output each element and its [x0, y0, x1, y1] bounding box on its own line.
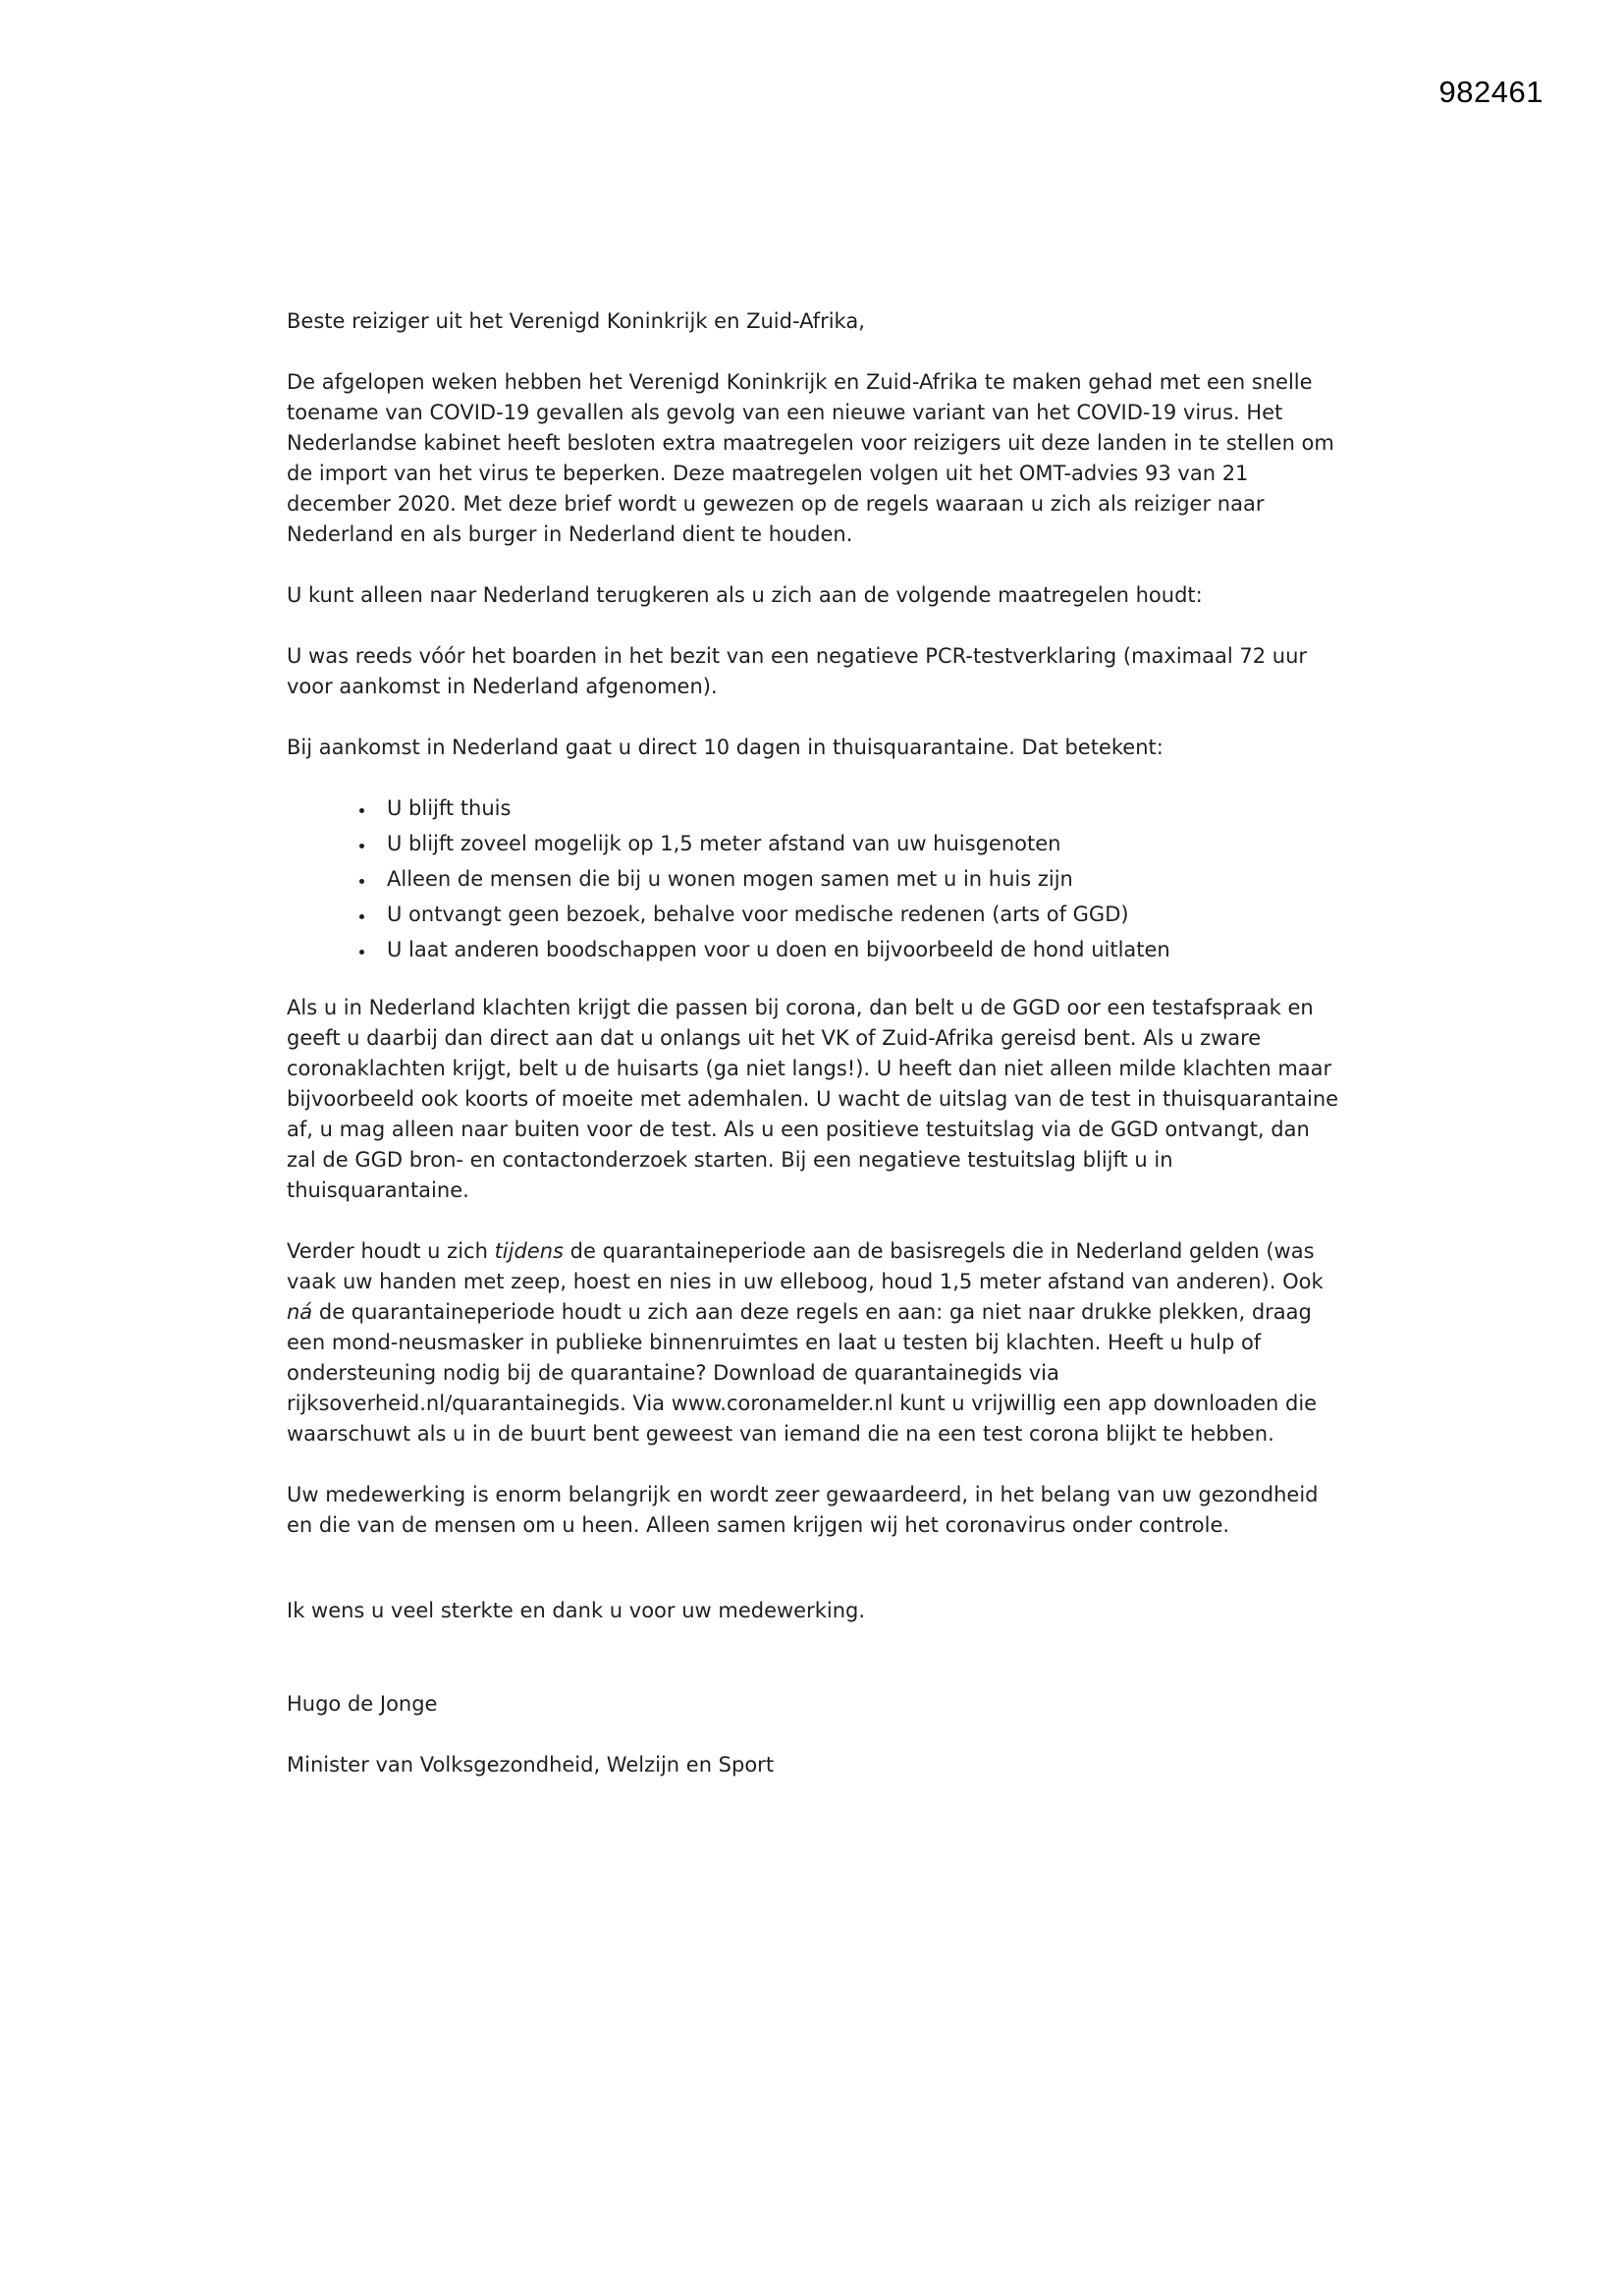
italic-word: ná: [287, 1300, 313, 1324]
paragraph-symptoms: Als u in Nederland klachten krijgt die passen bij corona, dan belt u de GGD oor een testafspraak en geeft u daarbij dan direct aan dat u onlangs uit het VK of Zuid-Afrika gereisd bent. Als u zware coronaklachten krijgt, belt u de huisarts (ga niet langs!). U heeft dan niet alleen milde klachten maar bijvoorbeeld ook koorts of moeite met ademhalen. U wacht de uitslag van de test in thuisquarantaine af, u mag alleen naar buiten voor de test. Als u een positieve testuitslag via de GGD ontvangt, dan zal de GGD bron- en contactonderzoek starten. Bij een negatieve testuitslag blijft u in thuisquarantaine.: [287, 996, 1339, 1202]
paragraph-intro: De afgelopen weken hebben het Verenigd Koninkrijk en Zuid-Afrika te maken gehad met een snelle toename van COVID-19 gevallen als gevolg van een nieuwe variant van het COVID-19 virus. Het Nederlandse kabinet heeft besloten extra maatregelen voor reizigers uit deze landen in te stellen om de import van het virus te beperken. Deze maatregelen volgen uit het OMT-advies 93 van 21 december 2020. Met deze brief wordt u gewezen op de regels waaraan u zich als reiziger naar Nederland en als burger in Nederland dient te houden.: [287, 370, 1334, 546]
list-item: • U ontvangt geen bezoek, behalve voor medische redenen (arts of GGD): [375, 900, 1345, 930]
signature-name: Hugo de Jonge: [287, 1692, 438, 1716]
text-segment: Verder houdt u zich: [287, 1239, 495, 1263]
letter-content: [287, 306, 1345, 1811]
paragraph-cooperation: Uw medewerking is enorm belangrijk en wordt zeer gewaardeerd, in het belang van uw gezondheid en die van de mensen om u heen. Alleen samen krijgen wij het coronavirus onder controle.: [287, 1483, 1319, 1537]
signature-title: Minister van Volksgezondheid, Welzijn en Sport: [287, 1753, 775, 1777]
list-item: • U blijft thuis: [375, 793, 1345, 824]
paragraph-closing: Ik wens u veel sterkte en dank u voor uw medewerking.: [287, 1599, 866, 1622]
list-item: • U blijft zoveel mogelijk op 1,5 meter afstand van uw huisgenoten: [375, 829, 1345, 859]
text-segment: de quarantaineperiode aan de basisregels die in Nederland gelden (was vaak uw handen met zeep, hoest en nies in uw elleboog, houd 1,5 meter afstand van anderen). Ook: [287, 1239, 1324, 1293]
salutation: Beste reiziger uit het Verenigd Koninkrijk en Zuid-Afrika,: [287, 309, 865, 333]
paragraph-return-condition: U kunt alleen naar Nederland terugkeren als u zich aan de volgende maatregelen houdt:: [287, 583, 1203, 607]
paragraph-quarantine-rules: [287, 1236, 1345, 1449]
quarantine-rules-list: [287, 793, 1345, 965]
text-segment: de quarantaineperiode houdt u zich aan deze regels en aan: ga niet naar drukke plekken, draag een mond-neusmasker in publieke binnenruimtes en laat u testen bij klachten. Heeft u hulp of ondersteuning nodig bij de quarantaine? Download de quarantainegids via rijksoverheid.nl/quarantainegids. Via www.coronamelder.nl kunt u vrijwillig een app downloaden die waarschuwt als u in de buurt bent geweest van iemand die na een test corona blijkt te hebben.: [287, 1300, 1318, 1446]
list-item: • Alleen de mensen die bij u wonen mogen samen met u in huis zijn: [375, 864, 1345, 895]
paragraph-arrival-quarantine: Bij aankomst in Nederland gaat u direct 10 dagen in thuisquarantaine. Dat betekent:: [287, 736, 1164, 759]
italic-word: tijdens: [494, 1239, 564, 1263]
list-item: • U laat anderen boodschappen voor u doen en bijvoorbeeld de hond uitlaten: [375, 935, 1345, 965]
document-number: 982461: [1438, 75, 1543, 109]
paragraph-pcr-requirement: U was reeds vóór het boarden in het bezit van een negatieve PCR-testverklaring (maximaal 72 uur voor aankomst in Nederland afgenomen).: [287, 644, 1308, 698]
